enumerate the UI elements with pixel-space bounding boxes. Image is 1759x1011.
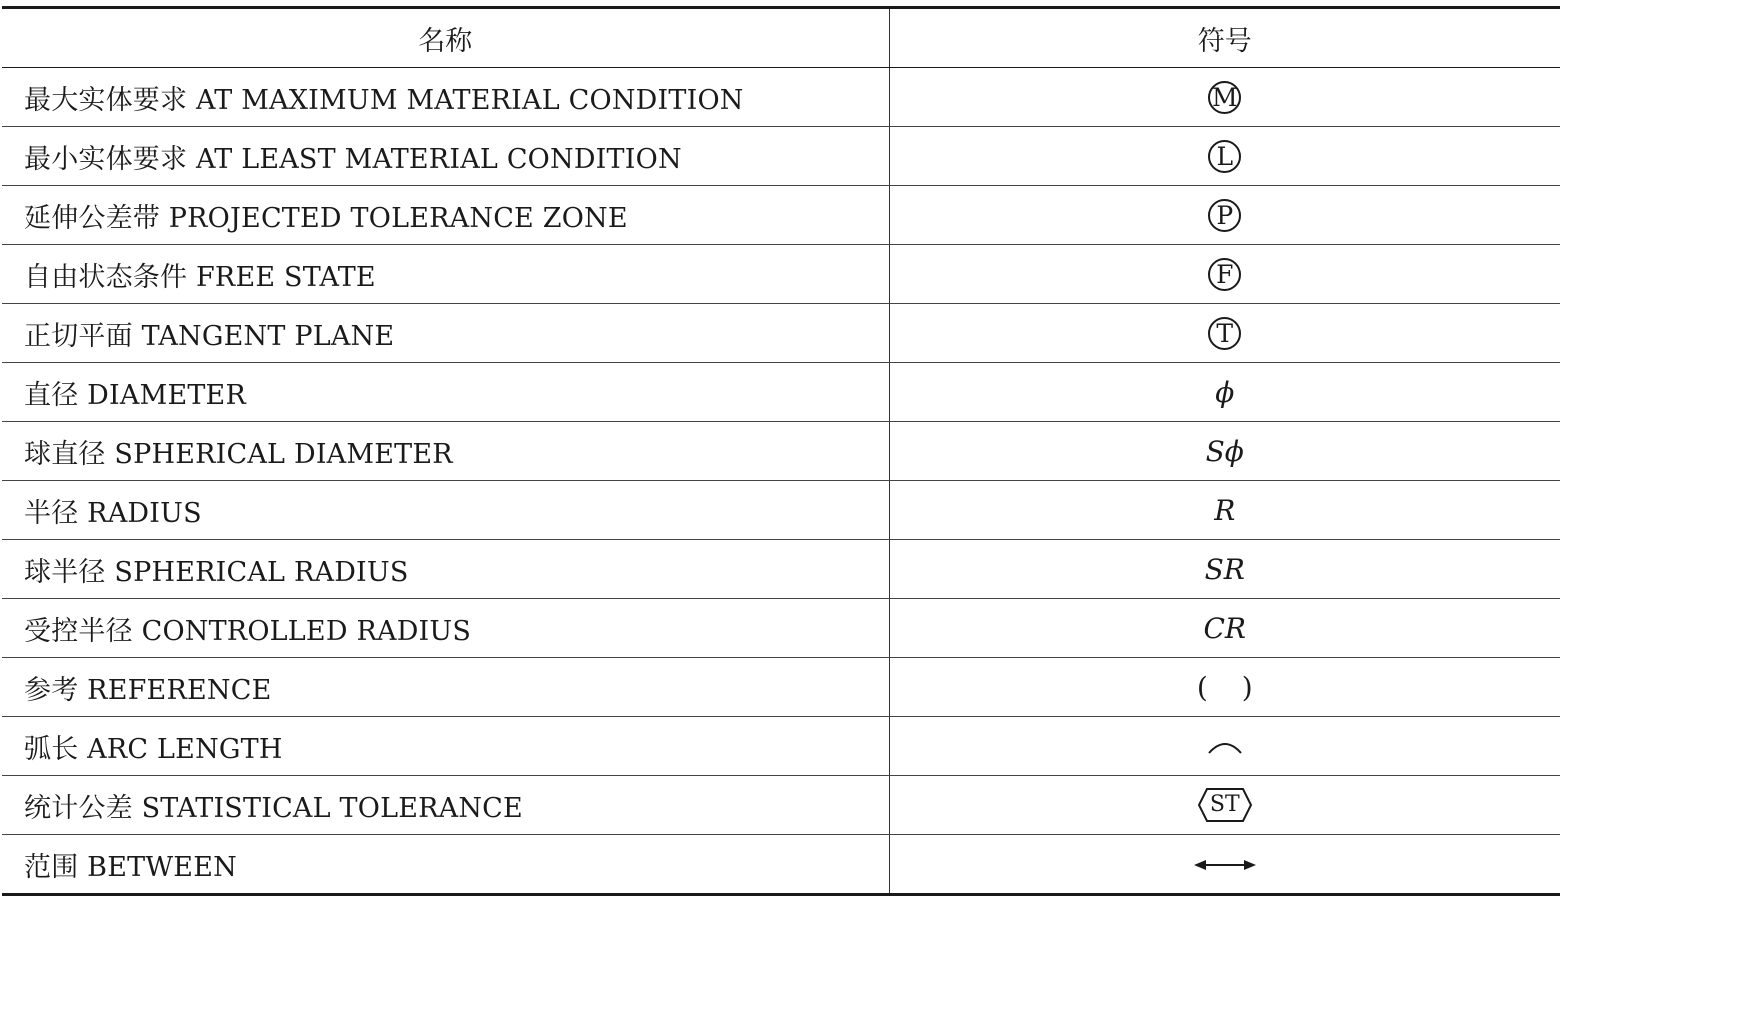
row-symbol — [889, 304, 1560, 363]
row-symbol — [889, 540, 1560, 599]
row-name: 直径 DIAMETER — [2, 363, 889, 422]
spherical-radius-symbol: SR — [1204, 552, 1245, 586]
row-name: 最大实体要求 AT MAXIMUM MATERIAL CONDITION — [2, 68, 889, 127]
controlled-radius-symbol: CR — [1203, 611, 1246, 645]
spherical-diameter-symbol: Sϕ — [1205, 434, 1244, 468]
circled-p-symbol: P — [1208, 199, 1241, 232]
close-paren: ) — [1241, 670, 1253, 704]
row-symbol — [889, 481, 1560, 540]
row-name: 自由状态条件 FREE STATE — [2, 245, 889, 304]
table-row — [2, 835, 1560, 895]
row-symbol — [889, 658, 1560, 717]
table-row — [2, 304, 1560, 363]
circled-t-symbol: T — [1208, 317, 1241, 350]
reference-symbol — [1197, 671, 1253, 704]
row-name: 正切平面 TANGENT PLANE — [2, 304, 889, 363]
table-row — [2, 658, 1560, 717]
row-symbol — [889, 363, 1560, 422]
row-name: 参考 REFERENCE — [2, 658, 889, 717]
header-name: 名称 — [2, 8, 889, 68]
row-symbol — [889, 68, 1560, 127]
row-name: 球半径 SPHERICAL RADIUS — [2, 540, 889, 599]
row-name: 弧长 ARC LENGTH — [2, 717, 889, 776]
row-symbol — [889, 835, 1560, 895]
row-name: 统计公差 STATISTICAL TOLERANCE — [2, 776, 889, 835]
hexagon-label: ST — [1209, 792, 1240, 817]
circled-m-symbol: M — [1208, 81, 1241, 114]
table-row — [2, 540, 1560, 599]
row-symbol — [889, 717, 1560, 776]
row-name: 最小实体要求 AT LEAST MATERIAL CONDITION — [2, 127, 889, 186]
row-symbol — [889, 422, 1560, 481]
table-row — [2, 776, 1560, 835]
row-symbol — [889, 245, 1560, 304]
arc-icon — [1207, 731, 1243, 762]
header-symbol: 符号 — [889, 8, 1560, 68]
row-name: 球直径 SPHERICAL DIAMETER — [2, 422, 889, 481]
table-row — [2, 717, 1560, 776]
row-name: 延伸公差带 PROJECTED TOLERANCE ZONE — [2, 186, 889, 245]
radius-symbol: R — [1214, 493, 1236, 527]
row-symbol — [889, 599, 1560, 658]
table-row — [2, 186, 1560, 245]
symbols-table — [2, 6, 1560, 896]
table-row — [2, 481, 1560, 540]
table-row — [2, 245, 1560, 304]
row-name: 范围 BETWEEN — [2, 835, 889, 895]
row-name: 受控半径 CONTROLLED RADIUS — [2, 599, 889, 658]
row-symbol — [889, 776, 1560, 835]
row-symbol — [889, 186, 1560, 245]
table-header-row — [2, 8, 1560, 68]
table-row — [2, 127, 1560, 186]
circled-l-symbol: L — [1208, 140, 1241, 173]
open-paren: ( — [1196, 670, 1208, 704]
table-row — [2, 363, 1560, 422]
table-row — [2, 599, 1560, 658]
row-symbol — [889, 127, 1560, 186]
circled-f-symbol: F — [1208, 258, 1241, 291]
diameter-symbol: ϕ — [1215, 375, 1235, 409]
row-name: 半径 RADIUS — [2, 481, 889, 540]
table-row — [2, 422, 1560, 481]
statistical-tolerance-symbol — [1197, 787, 1253, 823]
double-arrow-icon — [1194, 849, 1256, 880]
table-row — [2, 68, 1560, 127]
